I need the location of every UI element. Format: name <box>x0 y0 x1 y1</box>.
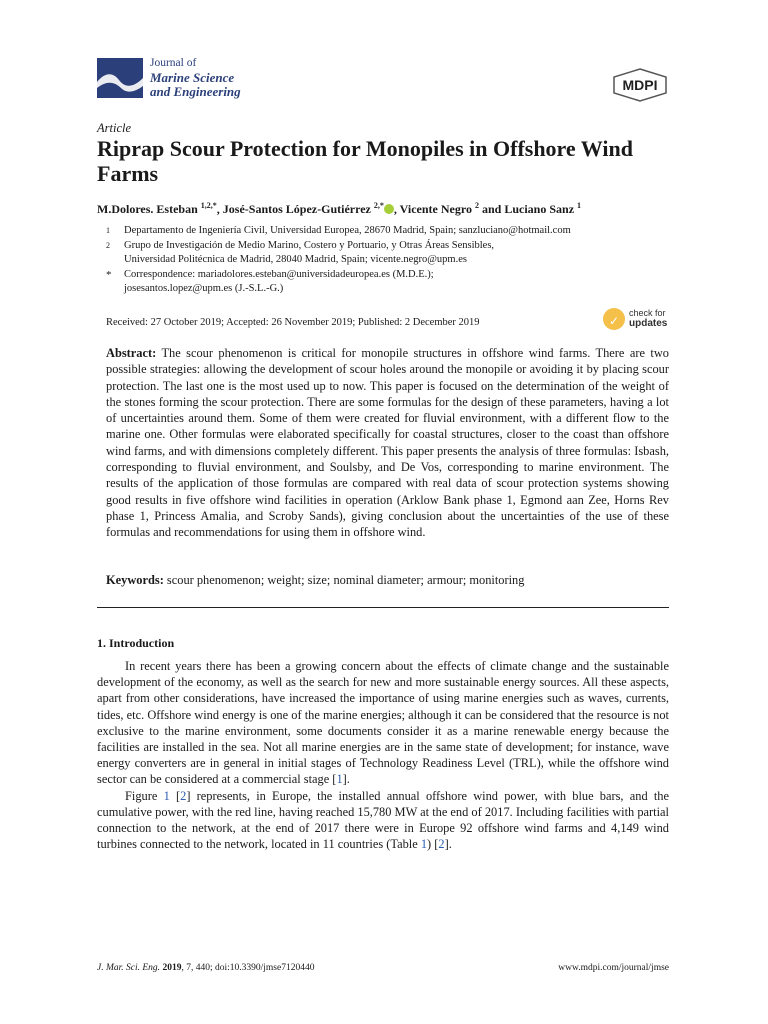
keywords-text: scour phenomenon; weight; size; nominal diameter; armour; monitoring <box>163 573 525 587</box>
citation-link[interactable]: 1 <box>336 772 343 787</box>
section-body <box>97 658 669 852</box>
author-name[interactable]: José-Santos López-Gutiérrez <box>222 202 371 216</box>
section-title: 1. Introduction <box>97 636 175 650</box>
footer-journal-abbrev: J. Mar. Sci. Eng. <box>97 963 161 973</box>
author-name[interactable]: Luciano Sanz <box>504 202 575 216</box>
footer-citation <box>97 963 314 973</box>
article-title: Riprap Scour Protection for Monopiles in Offshore Wind Farms <box>97 136 633 186</box>
author-name[interactable]: Vicente Negro <box>399 202 472 216</box>
journal-name-line2: and Engineering <box>150 84 241 99</box>
journal-logo-icon <box>97 58 143 98</box>
citation-link[interactable]: 2 <box>180 788 187 803</box>
footer-doi: , 7, 440; doi:10.3390/jmse7120440 <box>181 963 315 973</box>
article-type: Article <box>97 121 132 135</box>
correspondence-row: * Correspondence: mariadolores.esteban@universidadeuropea.es (M.D.E.); <box>106 268 434 281</box>
author-affil-mark: 2 <box>474 201 479 210</box>
author-affil-mark: 1 <box>577 201 582 210</box>
orcid-icon[interactable] <box>384 204 394 214</box>
abstract-label: Abstract: <box>106 346 157 360</box>
journal-name-line1: Marine Science <box>150 70 235 85</box>
section-divider <box>97 607 669 608</box>
publisher-name: MDPI <box>622 77 658 93</box>
abstract <box>106 345 669 541</box>
abstract-text: The scour phenomenon is critical for monopile structures in offshore wind farms. There are two possible strategies: allowing the development of scour holes around the monopile or avoiding it by placing scour protection. The last one is the most used up to now. This paper is focused on the determination of the weight of the stones forming the scour protection. There are some formulas for the design of these parameters, having a lot of uncertainties around them. Some of them were created for fluvial environment, with a different flow to the marine one. Other formulas were elaborated specifically for coastal structures, closer to the coast than offshore wind farms, and with dimensions completely different. This paper presents the analysis of three formulas: Isbash, corresponding to fluvial environment, and Soulsby, and De Vos, corresponding to marine environment. The results of the application of those formulas are compared with real data of scour protection systems showing good results in five offshore wind facilities in operation (Arklow Bank phase 1, Egmond aan Zee, Horns Rev phase 1, Princess Amalia, and Scroby Sands), giving conclusion about the uncertainties of the use of these formulas and recommendations for using them in offshore wind. <box>106 346 669 540</box>
affiliation-row: 2 Grupo de Investigación de Medio Marino, Costero y Portuario, y Otras Áreas Sensibles, <box>106 239 495 251</box>
check-updates-icon: ✓ <box>603 308 625 330</box>
table-link[interactable]: 1 <box>420 837 428 852</box>
correspondence-row: josesantos.lopez@upm.es (J.-S.L.-G.) <box>124 283 284 294</box>
affiliation-row: Universidad Politécnica de Madrid, 28040 Madrid, Spain; vicente.negro@upm.es <box>124 254 467 265</box>
paragraph: In recent years there has been a growing concern about the effects of climate change and the sustainable development of the economy, as well as the search for new and more sustainable energy sources. All these aspects, apart from other considerations, have increased the importance of using marine energies such as waves, currents, tides, etc. Offshore wind energy is one of the marine energies; although it can be considered that the resource is not exclusive to the marine environment, some documents consider it as a marine renewable energy because the facilities are installed in the sea. Not all marine energies are in the same state of development; for instance, wave energy converters are in general in initial stages of Technology Readiness Level (TRL), while the offshore wind sector can be considered at a commercial stage [1]. <box>97 659 669 787</box>
check-for-updates-button[interactable] <box>603 305 673 331</box>
paragraph: Figure 1 [2] represents, in Europe, the installed annual offshore wind power, with blue bars, and the cumulative power, with the red line, having reached 15,780 MW at the end of 2017. Including facilities with partial connection to the network, at the end of 2017 there were in Europe 92 offshore wind farms and 4,149 wind turbines connected to the network, located in 11 countries (Table 1) [2]. <box>97 788 669 852</box>
author-affil-mark: 2,* <box>373 201 384 210</box>
figure-link[interactable]: 1 <box>163 788 170 803</box>
check-updates-line2: updates <box>629 318 668 329</box>
citation-link[interactable]: 2 <box>438 837 445 852</box>
journal-name <box>150 71 241 99</box>
footer-url[interactable]: www.mdpi.com/journal/jmse <box>558 963 669 973</box>
check-updates-line1: check for <box>629 308 666 318</box>
affiliation-row: 1 Departamento de Ingeniería Civil, Universidad Europea, 28670 Madrid, Spain; sanzluciano@hotmail.com <box>106 225 571 236</box>
affiliations <box>97 224 697 297</box>
journal-of-label: Journal of <box>150 57 197 69</box>
author-affil-mark: 1,2,* <box>200 201 217 210</box>
keywords-label: Keywords: <box>106 573 164 587</box>
keywords <box>106 573 669 588</box>
footer-year: 2019 <box>162 963 182 973</box>
author-name[interactable]: M.Dolores. Esteban <box>97 202 198 216</box>
mdpi-logo-icon <box>612 68 668 102</box>
author-list: M.Dolores. Esteban $^{1,2,*}$, José-Santos López-Gutiérrez $^{2,*}$ , Vicente Negro $^2$ and Luciano Sanz $^1$ <box>97 201 582 216</box>
publication-dates: Received: 27 October 2019; Accepted: 26 November 2019; Published: 2 December 2019 <box>106 317 480 328</box>
